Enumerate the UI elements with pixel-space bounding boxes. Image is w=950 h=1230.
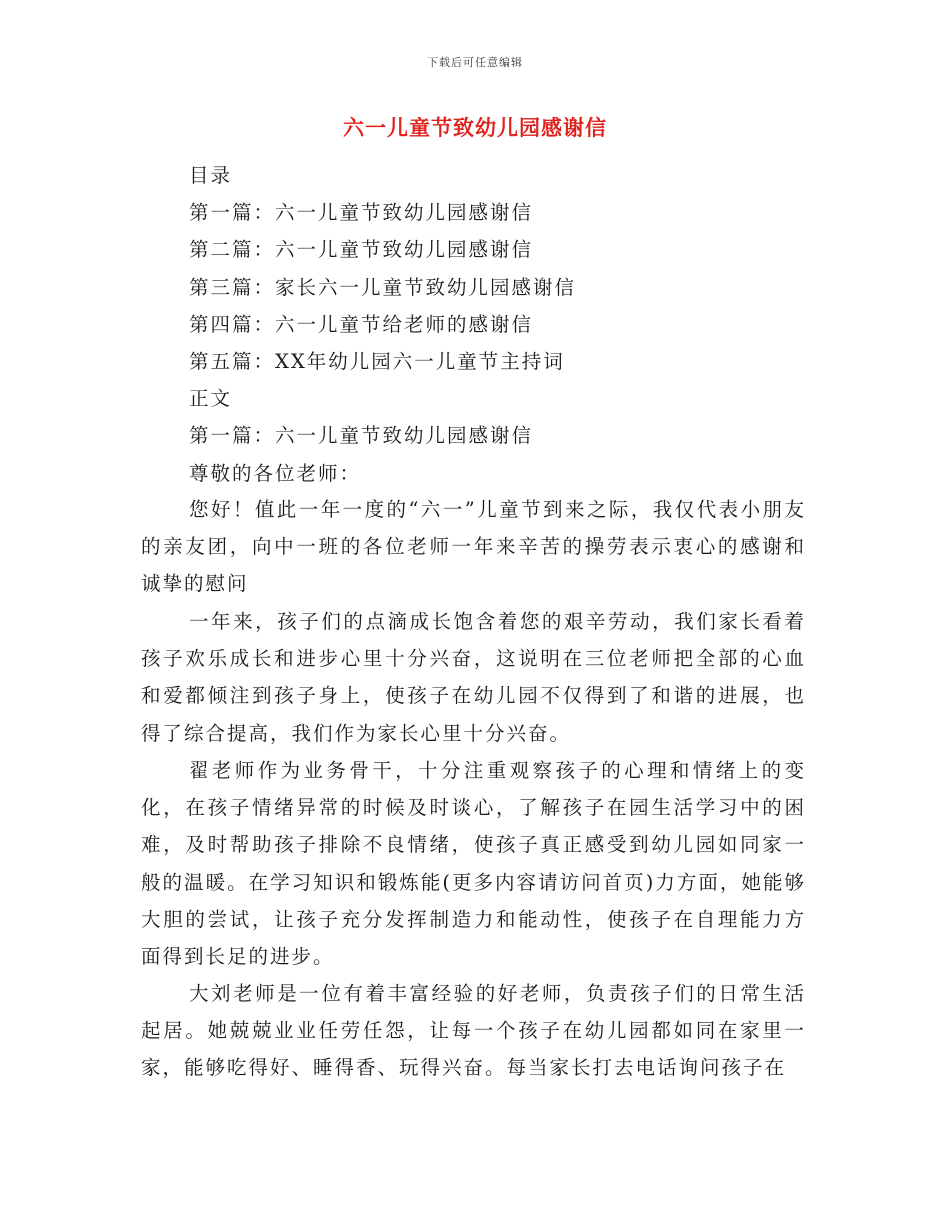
- toc-item: 第三篇：家长六一儿童节致幼儿园感谢信: [189, 275, 577, 299]
- section-title: 第一篇：六一儿童节致幼儿园感谢信: [189, 424, 534, 448]
- toc-item: 第四篇：六一儿童节给老师的感谢信: [189, 312, 534, 336]
- toc-item: 第二篇：六一儿童节致幼儿园感谢信: [189, 238, 534, 262]
- table-of-contents: [189, 157, 809, 492]
- body-paragraph: 翟老师作为业务骨干，十分注重观察孩子的心理和情绪上的变化，在孩子情绪异常的时候及时谈心，了解孩子在园生活学习中的困难，及时帮助孩子排除不良情绪，使孩子真正感受到幼儿园如同家一般的温暖。在学习知识和锻炼能(更多内容请访问首页)力方面，她能够大胆的尝试，让孩子充分发挥制造力和能动性，使孩子在自理能力方面得到长足的进步。: [141, 759, 806, 969]
- header-note: 下载后可任意编辑: [427, 56, 523, 69]
- toc-item: 第一篇：六一儿童节致幼儿园感谢信: [189, 201, 534, 225]
- toc-item: 第五篇：XX年幼儿园六一儿童节主持词: [189, 349, 565, 373]
- toc-heading: 目录: [189, 164, 233, 187]
- body-paragraph: 大刘老师是一位有着丰富经验的好老师，负责孩子们的日常生活起居。她兢兢业业任劳任怨，让每一个孩子在幼儿园都如同在家里一家，能够吃得好、睡得香、玩得兴奋。每当家长打去电话询问孩子在: [141, 982, 806, 1080]
- salutation: 尊敬的各位老师：: [189, 461, 362, 485]
- document-title: 六一儿童节致幼儿园感谢信: [343, 116, 607, 140]
- body-paragraph: 您好！值此一年一度的“六一”儿童节到来之际，我仅代表小朋友的亲友团，向中一班的各位老师一年来辛苦的操劳表示衷心的感谢和诚挚的慰问: [141, 498, 806, 596]
- body-heading: 正文: [189, 387, 233, 411]
- body-paragraph: 一年来，孩子们的点滴成长饱含着您的艰辛劳动，我们家长看着孩子欢乐成长和进步心里十分兴奋，这说明在三位老师把全部的心血和爱都倾注到孩子身上，使孩子在幼儿园不仅得到了和谐的进展，也得了综合提高，我们作为家长心里十分兴奋。: [141, 610, 806, 745]
